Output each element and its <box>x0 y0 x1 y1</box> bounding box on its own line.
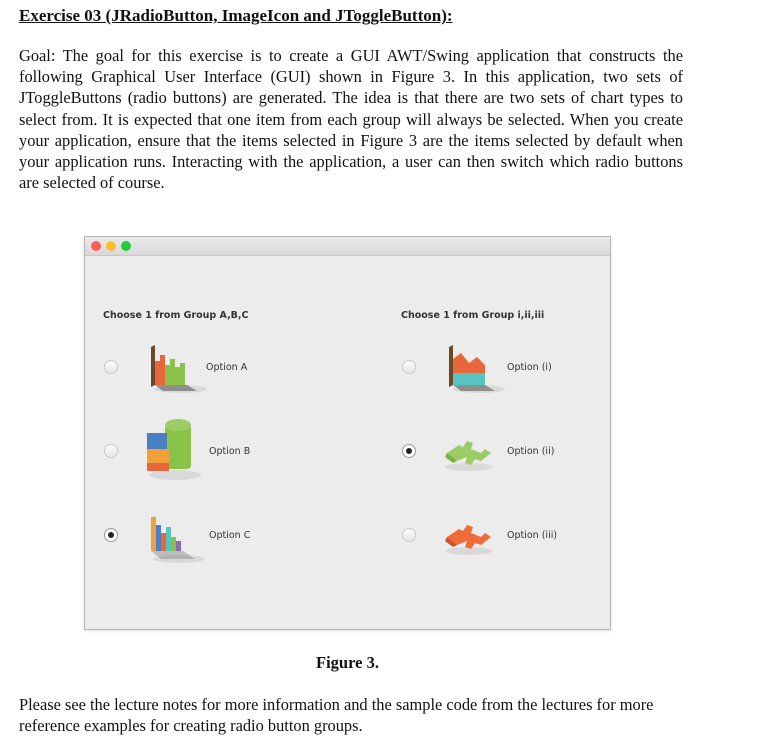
figure-caption: Figure 3. <box>316 653 379 672</box>
radio-option-ii[interactable] <box>402 444 416 458</box>
option-i-label[interactable]: Option (i) <box>507 362 552 373</box>
option-ii-label[interactable]: Option (ii) <box>507 446 555 457</box>
exercise-title: Exercise 03 (JRadioButton, ImageIcon and JToggleButton): <box>19 6 453 25</box>
radio-option-b[interactable] <box>104 444 118 458</box>
radio-option-i[interactable] <box>402 360 416 374</box>
option-c-label[interactable]: Option C <box>209 530 251 541</box>
column-chart-icon <box>143 507 207 567</box>
app-window <box>84 236 611 630</box>
puzzle-green-icon <box>441 433 497 473</box>
radio-option-c[interactable] <box>104 528 118 542</box>
puzzle-orange-icon <box>441 517 497 557</box>
bar-chart-icon <box>143 341 207 397</box>
window-titlebar[interactable] <box>85 237 610 256</box>
pie-chart-icon <box>141 413 205 483</box>
minimize-window-icon[interactable] <box>106 241 116 251</box>
footer-paragraph: Please see the lecture notes for more information and the sample code from the lectures for more reference examples for creating radio button groups. <box>19 695 654 736</box>
group-abc-label: Choose 1 from Group A,B,C <box>103 310 249 321</box>
goal-paragraph: Goal: The goal for this exercise is to create a GUI AWT/Swing application that constructs the following Graphical User Interface (GUI) shown in Figure 3. In this application, two sets of JToggleButtons (radio buttons) are generated. The idea is that there are two sets of chart types to select from. It is expected that one item from each group will always be selected. When you create your application, ensure that the items selected in Figure 3 are the items selected by default when your application runs. Interacting with the application, a user can then switch which radio buttons are selected of course. <box>19 46 683 193</box>
zoom-window-icon[interactable] <box>121 241 131 251</box>
radio-option-a[interactable] <box>104 360 118 374</box>
close-window-icon[interactable] <box>91 241 101 251</box>
option-b-label[interactable]: Option B <box>209 446 251 457</box>
option-a-label[interactable]: Option A <box>206 362 248 373</box>
radio-option-iii[interactable] <box>402 528 416 542</box>
option-iii-label[interactable]: Option (iii) <box>507 530 558 541</box>
group-roman-label: Choose 1 from Group i,ii,iii <box>401 310 545 321</box>
area-chart-icon <box>441 341 505 397</box>
